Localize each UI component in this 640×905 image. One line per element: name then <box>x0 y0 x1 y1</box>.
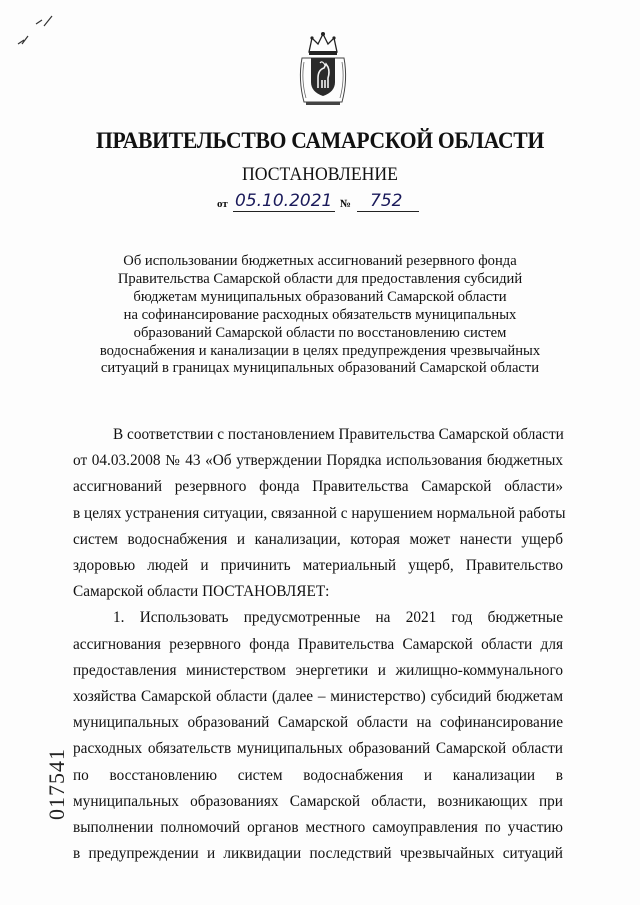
body-line: ассигнований резервного фонда Правительства Самарской области» <box>73 478 563 496</box>
document-subject <box>70 253 570 378</box>
body-line: по восстановлению систем водоснабжения и канализации в <box>73 766 563 784</box>
subject-line: бюджетам муниципальных образований Самарской области <box>133 288 507 305</box>
body-line: предоставления министерством энергетики и жилищно-коммунального <box>73 661 563 679</box>
body-line: в целях устранения ситуации, связанной с нарушением нормальной работы <box>73 504 566 522</box>
body-line: хозяйства Самарской области (далее – министерство) субсидий бюджетам <box>73 688 563 706</box>
number-value: 752 <box>370 191 403 211</box>
body-line: выполнении полномочий органов местного самоуправления по участию <box>73 819 563 837</box>
government-title: ПРАВИТЕЛЬСТВО САМАРСКОЙ ОБЛАСТИ <box>96 128 544 153</box>
date-underline <box>233 211 335 212</box>
body-line: 1. Использовать предусмотренные на 2021 год бюджетные <box>113 609 563 627</box>
samara-coat-of-arms-emblem <box>296 30 350 108</box>
body-line: здоровью людей и причинить материальный ущерб, Правительство <box>73 557 563 575</box>
date-value: 05.10.2021 <box>235 191 333 211</box>
document-type: ПОСТАНОВЛЕНИЕ <box>242 164 398 185</box>
body-line: ассигнования резервного фонда Правительства Самарской области для <box>73 635 563 653</box>
body-line: в предупреждении и ликвидации последствий чрезвычайных ситуаций <box>73 845 563 863</box>
number-label: № <box>340 198 352 210</box>
body-line: от 04.03.2008 № 43 «Об утверждении Порядка использования бюджетных <box>73 452 563 470</box>
subject-line: Правительства Самарской области для предоставления субсидий <box>117 270 523 287</box>
subject-line: ситуаций в границах муниципальных образований Самарской области <box>100 360 540 377</box>
body-line: систем водоснабжения и канализации, которая может нанести ущерб <box>73 530 563 548</box>
body-line: В соответствии с постановлением Правительства Самарской области <box>113 426 564 443</box>
body-line: Самарской области ПОСТАНОВЛЯЕТ: <box>73 583 330 601</box>
subject-line: образований Самарской области по восстановлению систем <box>133 324 507 341</box>
body-line: муниципальных образований Самарской области на софинансирование <box>73 714 563 732</box>
margin-stamp-number: 017541 <box>44 748 69 820</box>
handwritten-checkmark-icon <box>14 14 54 48</box>
body-line: муниципальных образованиях Самарской области, возникающих при <box>73 792 563 810</box>
subject-line: Об использовании бюджетных ассигнований резервного фонда <box>123 253 517 269</box>
subject-line: водоснабжения и канализации в целях предупреждения чрезвычайных <box>99 342 541 359</box>
number-underline <box>357 211 419 212</box>
date-label: от <box>217 198 228 210</box>
document-body <box>73 422 566 867</box>
subject-line: на софинансирование расходных обязательств муниципальных <box>123 306 517 323</box>
document-date-number <box>205 193 445 217</box>
body-line: расходных обязательств муниципальных образований Самарской области <box>73 740 563 758</box>
